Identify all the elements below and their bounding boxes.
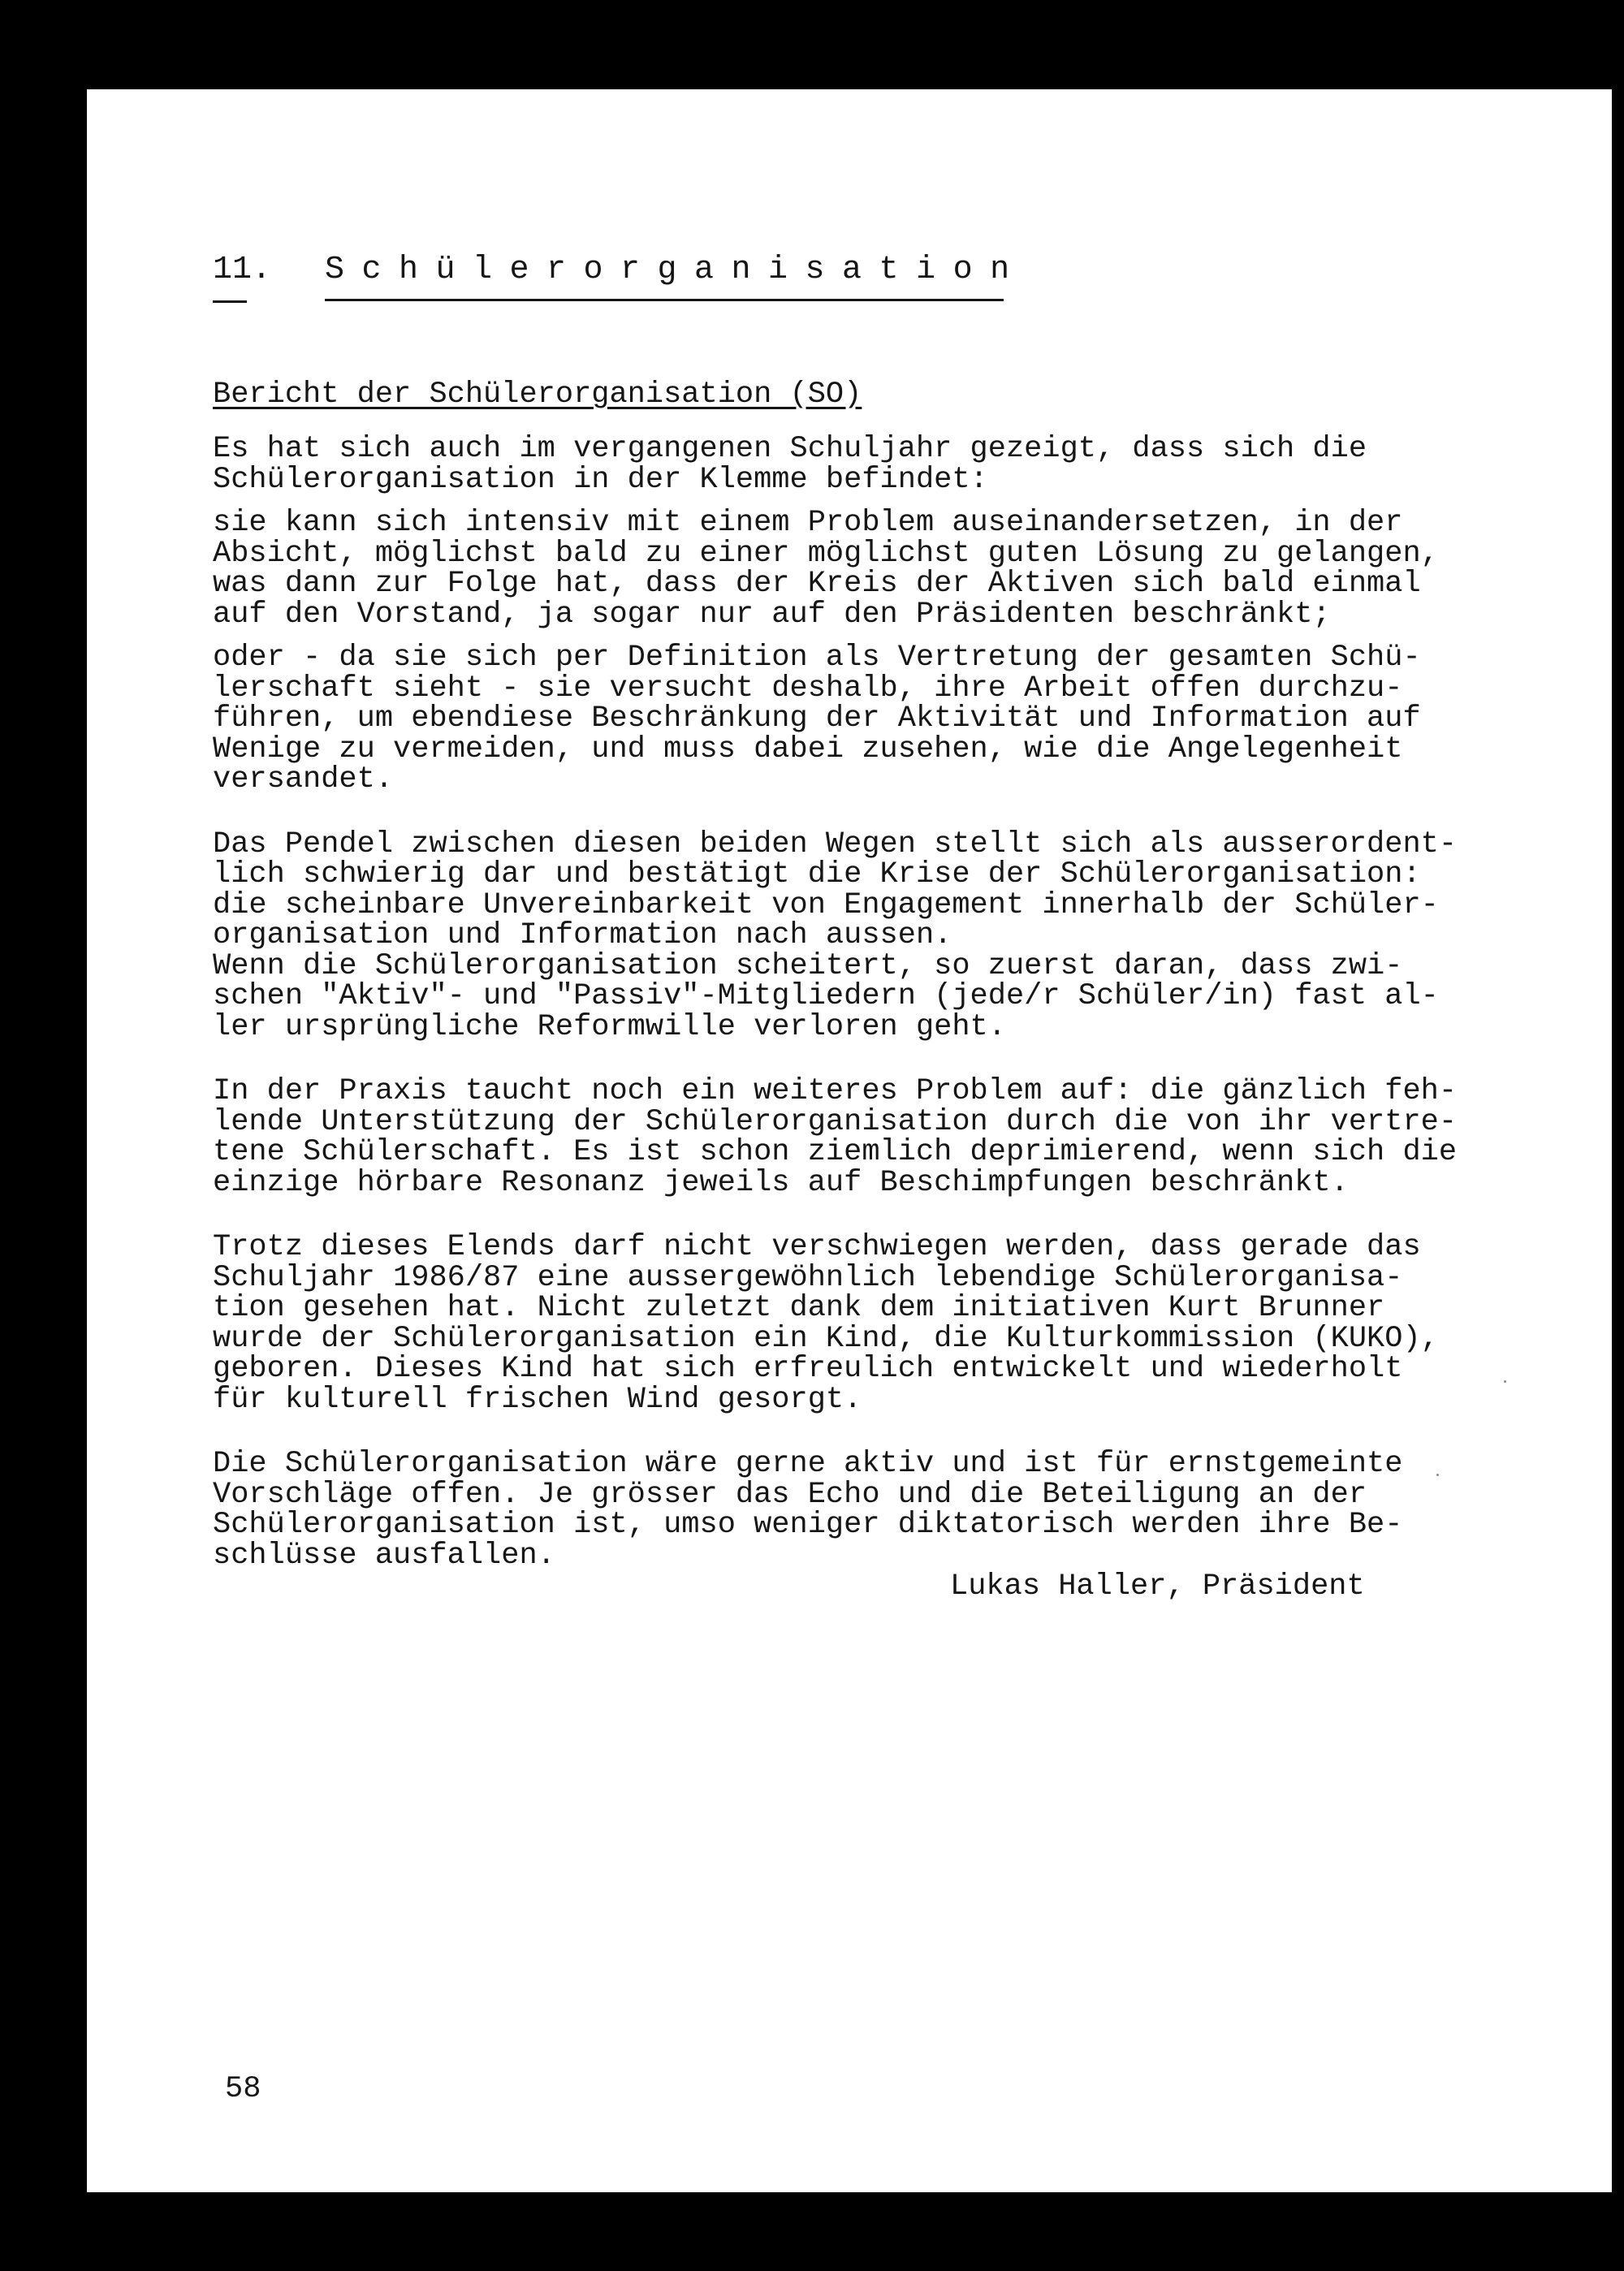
paragraph-3: oder - da sie sich per Definition als Vertretung der gesamten Schü- lerschaft sieht - sie versucht deshalb, ihre Arbeit offen durchzu- führen, um ebendiese Beschränkung der Aktivität und Information auf Wenige zu vermeiden, und muss dabei zusehen, wie die Angelegenheit versandet. (213, 641, 1421, 797)
chapter-number-underline (213, 300, 247, 303)
section-title: Bericht der Schülerorganisation (SO) (213, 378, 862, 412)
document-page (87, 89, 1612, 2192)
chapter-number: 11. (213, 252, 272, 288)
chapter-title-underline (325, 299, 1004, 301)
paragraph-4: Das Pendel zwischen diesen beiden Wegen stellt sich als ausserordent- lich schwierig dar und bestätigt die Krise der Schülerorganisation: die scheinbare Unvereinbarkeit von Engagement innerhalb der Schüler- organisation und Information nach aussen. Wenn die Schülerorganisation scheitert, so zuerst daran, dass zwi- schen "Aktiv"- und "Passiv"-Mitgliedern (jede/r Schüler/in) fast al- ler ursprüngliche Reformwille verloren geht. (213, 827, 1458, 1044)
paragraph-6: Trotz dieses Elends darf nicht verschwiegen werden, dass gerade das Schuljahr 1986/87 eine aussergewöhnlich lebendige Schülerorganisa- tion gesehen hat. Nicht zuletzt dank dem initiativen Kurt Brunner wurde der Schülerorganisation ein Kind, die Kulturkommission (KUKO), geboren. Dieses Kind hat sich erfreulich entwickelt und wiederholt für kulturell frischen Wind gesorgt. (213, 1230, 1439, 1417)
paragraph-7: Die Schülerorganisation wäre gerne aktiv und ist für ernstgemeinte Vorschläge offen. Je grösser das Echo und die Beteiligung an der Schülerorganisation ist, umso weniger diktatorisch werden ihre Be- schlüsse ausfallen. (213, 1447, 1403, 1573)
chapter-title: Schülerorganisation (325, 252, 1027, 288)
paragraph-5: In der Praxis taucht noch ein weiteres Problem auf: die gänzlich feh- lende Unterstützung der Schülerorganisation durch die von ihr vertre- tene Schülerschaft. Es ist schon ziemlich deprimierend, wenn sich die einzige hörbare Resonanz jeweils auf Beschimpfungen beschränkt. (213, 1074, 1458, 1200)
paragraph-2: sie kann sich intensiv mit einem Problem auseinandersetzen, in der Absicht, möglichst bald zu einer möglichst guten Lösung zu gelangen, was dann zur Folge hat, dass der Kreis der Aktiven sich bald einmal auf den Vorstand, ja sogar nur auf den Präsidenten beschränkt; (213, 506, 1439, 632)
page-number: 58 (225, 2072, 261, 2106)
scan-speck (1436, 1474, 1439, 1476)
scan-speck (1504, 1380, 1506, 1383)
signature: Lukas Haller, Präsident (950, 1569, 1365, 1604)
paragraph-1: Es hat sich auch im vergangenen Schuljahr gezeigt, dass sich die Schülerorganisation in der Klemme befindet: (213, 432, 1367, 497)
report-body (213, 434, 1577, 1571)
